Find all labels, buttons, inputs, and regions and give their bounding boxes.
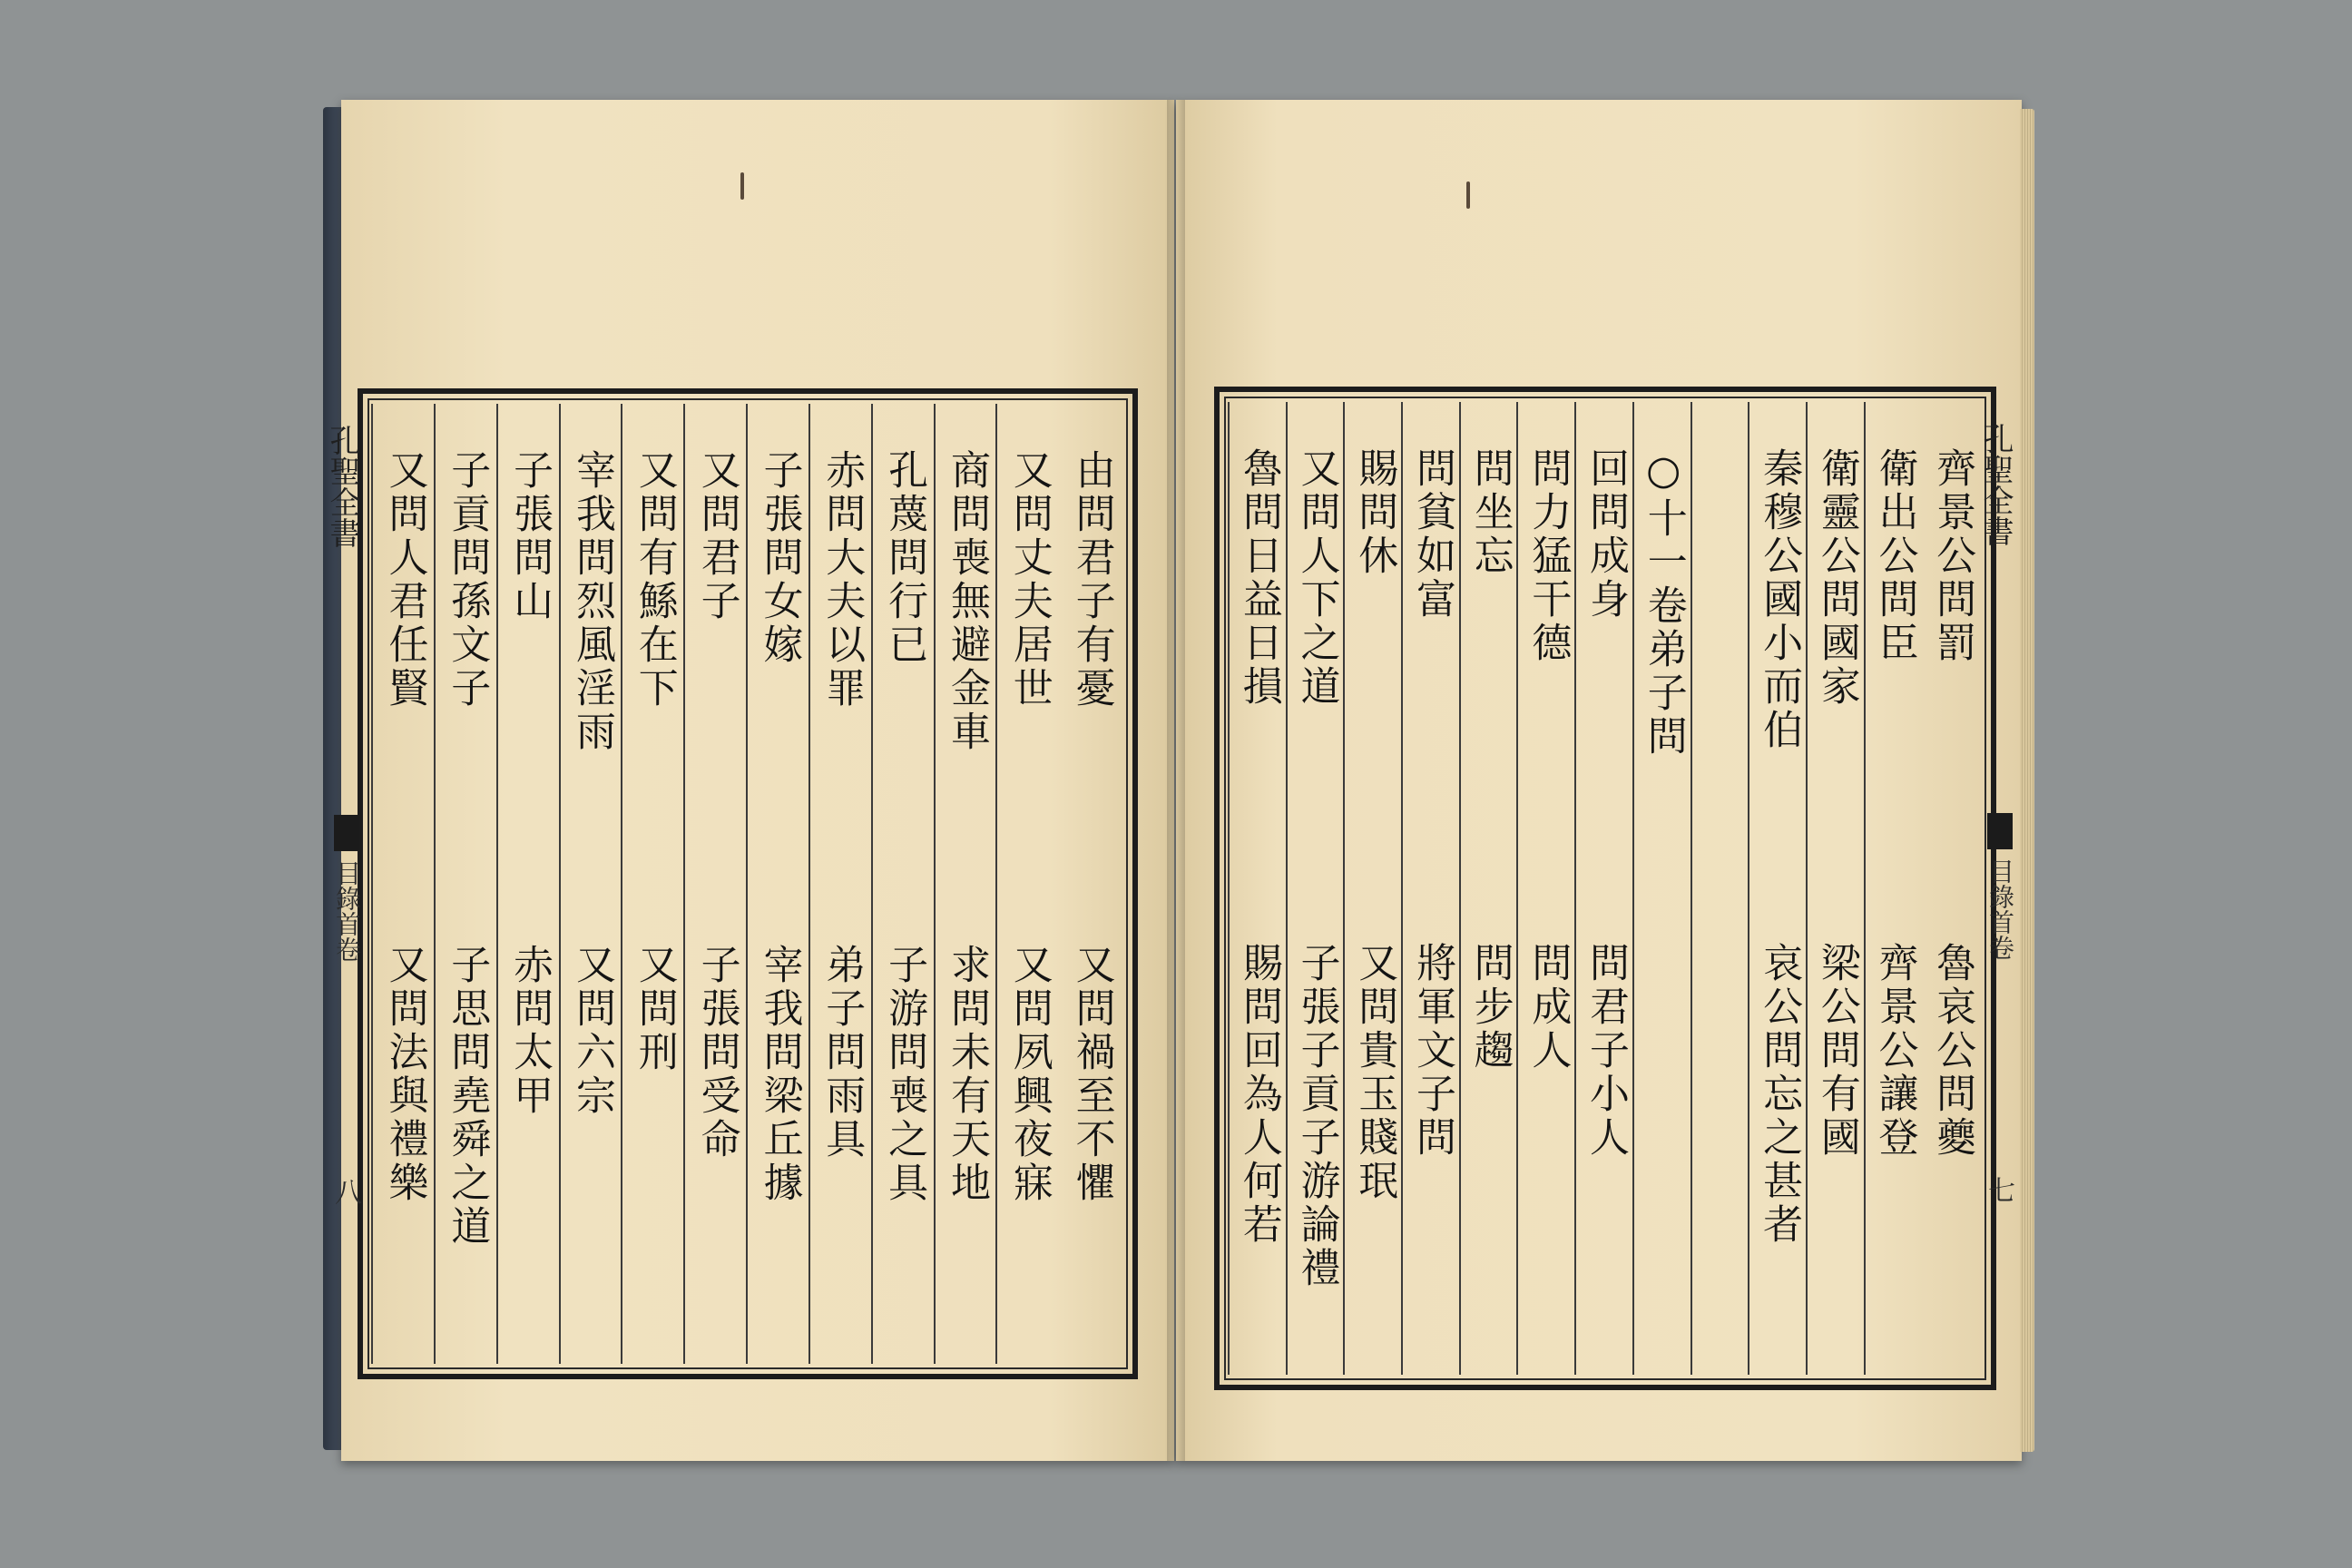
fold-fishtail-mark <box>1987 813 2013 849</box>
fold-subtitle: 目錄首卷 <box>1985 858 2015 960</box>
text-column <box>1343 402 1403 1375</box>
column-entry-bottom: 將軍文子問 <box>1408 942 1455 1160</box>
text-column <box>496 404 561 1364</box>
column-entry-bottom: 子張問受命 <box>693 944 740 1161</box>
column-entry-top: 衛出公問臣 <box>1871 447 1918 665</box>
column-entry-top: 又問人下之道 <box>1293 447 1340 709</box>
column-entry-top: 宰我問烈風淫雨 <box>568 449 615 754</box>
text-column <box>434 404 498 1364</box>
column-entry-top: 問貧如富 <box>1408 447 1455 622</box>
column-entry-bottom: 問步趨 <box>1466 942 1514 1073</box>
right-columns <box>1230 402 1981 1375</box>
left-text-frame <box>358 388 1138 1379</box>
column-entry-top: 商問喪無避金車 <box>943 449 990 754</box>
column-entry-top: 又問人君任賢 <box>381 449 428 710</box>
column-entry-bottom: 弟子問雨具 <box>818 944 866 1161</box>
column-entry-bottom: 又問六宗 <box>568 944 615 1118</box>
column-entry-top: 問坐忘 <box>1466 447 1514 578</box>
column-entry-top: 衛靈公問國家 <box>1813 447 1860 709</box>
column-entry-top: ○十一卷弟子問 <box>1640 447 1687 759</box>
text-column <box>1401 402 1461 1375</box>
column-entry-top: 又問君子 <box>693 449 740 623</box>
column-entry-top: 赤問大夫以罪 <box>818 449 866 710</box>
text-column <box>1060 404 1122 1364</box>
column-entry-bottom: 求問未有天地 <box>943 944 990 1205</box>
column-entry-bottom: 問成人 <box>1524 942 1572 1073</box>
column-entry-top: 回問成身 <box>1583 447 1630 622</box>
column-entry-bottom: 赤問太甲 <box>506 944 554 1118</box>
text-column <box>1574 402 1634 1375</box>
column-entry-bottom: 又問刑 <box>631 944 678 1074</box>
text-column <box>1806 402 1866 1375</box>
column-entry-top: 子張問女嫁 <box>756 449 803 667</box>
column-entry-top: 由問君子有憂 <box>1068 449 1115 710</box>
column-entry-top: 齊景公問罰 <box>1929 447 1976 665</box>
column-entry-top: 魯問日益日損 <box>1235 447 1282 709</box>
text-column <box>934 404 998 1364</box>
column-entry-bottom: 哀公問忘之甚者 <box>1756 942 1803 1247</box>
text-column <box>1748 402 1808 1375</box>
text-column <box>746 404 810 1364</box>
column-entry-top: 孔蔑問行已 <box>881 449 928 667</box>
text-column <box>1516 402 1576 1375</box>
column-entry-bottom: 梁公問有國 <box>1813 942 1860 1160</box>
column-entry-top: 又問丈夫居世 <box>1005 449 1053 710</box>
column-entry-bottom: 魯哀公問夔 <box>1929 942 1976 1160</box>
ink-mark <box>1466 181 1470 209</box>
column-entry-bottom: 子思問堯舜之道 <box>444 944 491 1249</box>
column-entry-bottom: 問君子小人 <box>1583 942 1630 1160</box>
text-column <box>683 404 748 1364</box>
book-gutter <box>1167 100 1185 1461</box>
column-entry-top: 賜問休 <box>1351 447 1398 578</box>
right-fold-margin <box>1977 387 2018 1376</box>
text-column <box>1690 402 1750 1375</box>
text-column <box>1459 402 1519 1375</box>
column-entry-bottom: 又問夙興夜寐 <box>1005 944 1053 1205</box>
text-column <box>559 404 623 1364</box>
right-text-frame <box>1214 387 1996 1390</box>
page-number: 七 <box>1983 1176 2014 1203</box>
column-entry-top: 又問有鯀在下 <box>631 449 678 710</box>
left-page <box>324 100 1174 1461</box>
text-column <box>1286 402 1346 1375</box>
column-entry-top: 秦穆公國小而伯 <box>1756 447 1803 752</box>
page-number: 八 <box>329 1178 361 1205</box>
text-column <box>621 404 685 1364</box>
text-column <box>371 404 436 1364</box>
open-book <box>323 100 2029 1461</box>
right-page <box>1176 100 2022 1461</box>
text-column <box>1864 402 1924 1375</box>
column-entry-top: 子張問山 <box>506 449 554 623</box>
left-fold-margin <box>324 388 365 1377</box>
text-column <box>1923 402 1981 1375</box>
column-entry-bottom: 又問禍至不懼 <box>1068 944 1115 1205</box>
text-column <box>995 404 1060 1364</box>
fold-subtitle: 目錄首卷 <box>332 860 362 962</box>
column-entry-bottom: 賜問回為人何若 <box>1235 942 1282 1247</box>
column-entry-bottom: 齊景公讓登 <box>1871 942 1918 1160</box>
fold-title: 孔聖全書 <box>324 425 360 548</box>
column-entry-bottom: 又問貴玉賤珉 <box>1351 942 1398 1203</box>
fold-title: 孔聖全書 <box>1977 423 2014 546</box>
column-entry-top: 問力猛干德 <box>1524 447 1572 665</box>
left-columns <box>373 404 1122 1364</box>
column-entry-bottom: 子游問喪之具 <box>881 944 928 1205</box>
column-entry-bottom: 又問法與禮樂 <box>381 944 428 1205</box>
fold-fishtail-mark <box>334 815 359 851</box>
text-column <box>1228 402 1288 1375</box>
column-entry-top: 子貢問孫文子 <box>444 449 491 710</box>
text-column <box>1632 402 1692 1375</box>
column-entry-bottom: 子張子貢子游論禮 <box>1293 942 1340 1290</box>
page-block-edge <box>2020 109 2034 1452</box>
column-entry-bottom: 宰我問梁丘據 <box>756 944 803 1205</box>
text-column <box>871 404 936 1364</box>
text-column <box>808 404 873 1364</box>
ink-mark <box>740 172 744 200</box>
